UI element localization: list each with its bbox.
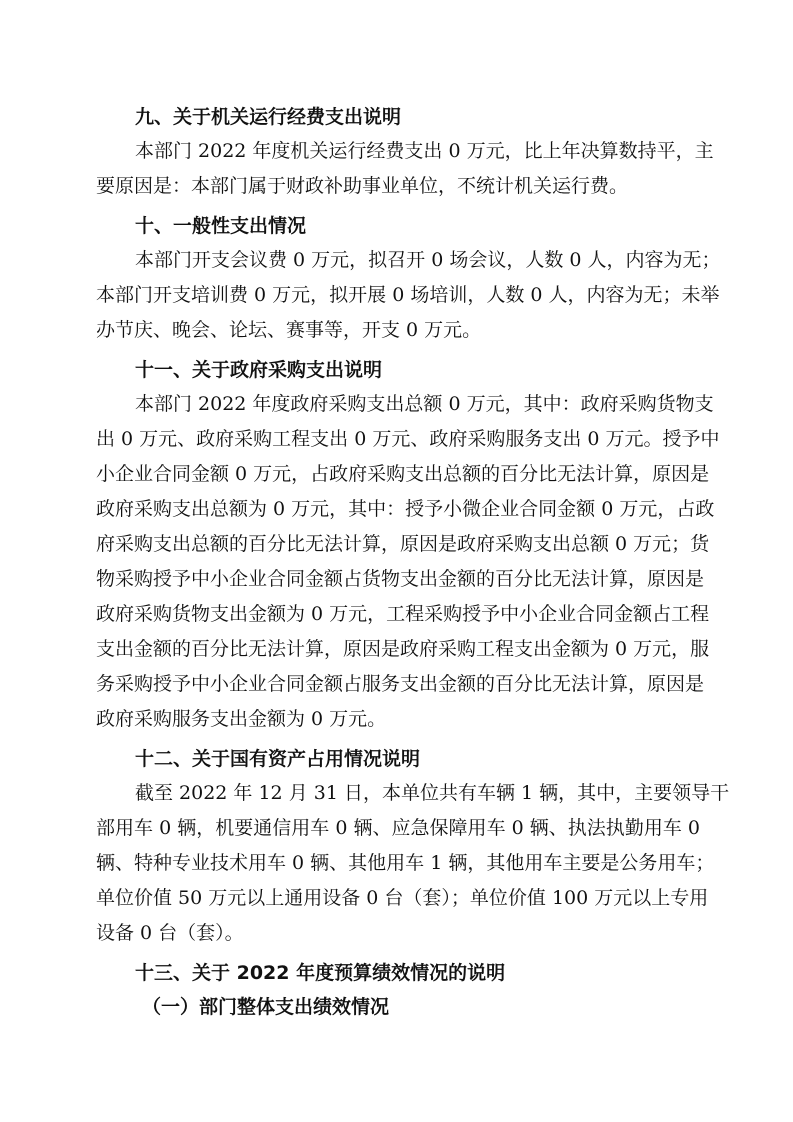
paragraph-line: 设备 0 台（套）。	[96, 922, 244, 944]
paragraph-line: 物采购授予中小企业合同金额占货物支出金额的百分比无法计算，原因是	[96, 568, 705, 590]
document-body	[96, 100, 730, 1024]
section-heading-9: 九、关于机关运行经费支出说明	[135, 106, 402, 128]
subsection-heading-13-1: （一）部门整体支出绩效情况	[142, 996, 390, 1018]
paragraph-line: 部用车 0 辆，机要通信用车 0 辆、应急保障用车 0 辆、执法执勤用车 0	[96, 817, 700, 839]
paragraph-line: 出 0 万元、政府采购工程支出 0 万元、政府采购服务支出 0 万元。授予中	[96, 428, 720, 450]
paragraph-line: 本部门 2022 年度政府采购支出总额 0 万元，其中：政府采购货物支	[135, 393, 714, 415]
paragraph-line: 本部门开支培训费 0 万元，拟开展 0 场培训，人数 0 人，内容为无；未举	[96, 284, 720, 306]
paragraph-line: 政府采购货物支出金额为 0 万元，工程采购授予中小企业合同金额占工程	[96, 603, 710, 625]
section-heading-12: 十二、关于国有资产占用情况说明	[135, 748, 421, 770]
paragraph-line: 政府采购服务支出金额为 0 万元。	[96, 708, 387, 730]
paragraph-line: 支出金额的百分比无法计算，原因是政府采购工程支出金额为 0 万元，服	[96, 638, 710, 660]
section-heading-13: 十三、关于 2022 年度预算绩效情况的说明	[135, 962, 506, 984]
paragraph-line: 本部门开支会议费 0 万元，拟召开 0 场会议，人数 0 人，内容为无；	[135, 249, 721, 271]
section-paragraph-10	[96, 243, 721, 348]
paragraph-line: 截至 2022 年 12 月 31 日，本单位共有车辆 1 辆，其中，主要领导干	[135, 782, 730, 804]
paragraph-line: 政府采购支出总额为 0 万元，其中：授予小微企业合同金额 0 万元，占政	[96, 498, 715, 520]
paragraph-line: 本部门 2022 年度机关运行经费支出 0 万元，比上年决算数持平，主	[135, 140, 714, 162]
section-heading-11: 十一、关于政府采购支出说明	[135, 359, 383, 381]
section-heading-10: 十、一般性支出情况	[135, 215, 307, 237]
paragraph-line: 小企业合同金额 0 万元，占政府采购支出总额的百分比无法计算，原因是	[96, 463, 710, 485]
paragraph-line: 府采购支出总额的百分比无法计算，原因是政府采购支出总额 0 万元；货	[96, 533, 710, 555]
paragraph-line: 务采购授予中小企业合同金额占服务支出金额的百分比无法计算，原因是	[96, 673, 705, 695]
section-paragraph-12	[96, 776, 730, 951]
section-paragraph-11	[96, 387, 720, 737]
paragraph-line: 辆、特种专业技术用车 0 辆、其他用车 1 辆，其他用车主要是公务用车；	[96, 852, 715, 874]
paragraph-line: 办节庆、晚会、论坛、赛事等，开支 0 万元。	[96, 319, 482, 341]
section-paragraph-9	[96, 134, 714, 204]
paragraph-line: 要原因是：本部门属于财政补助事业单位，不统计机关运行费。	[96, 175, 629, 197]
paragraph-line: 单位价值 50 万元以上通用设备 0 台（套）；单位价值 100 万元以上专用	[96, 887, 709, 909]
